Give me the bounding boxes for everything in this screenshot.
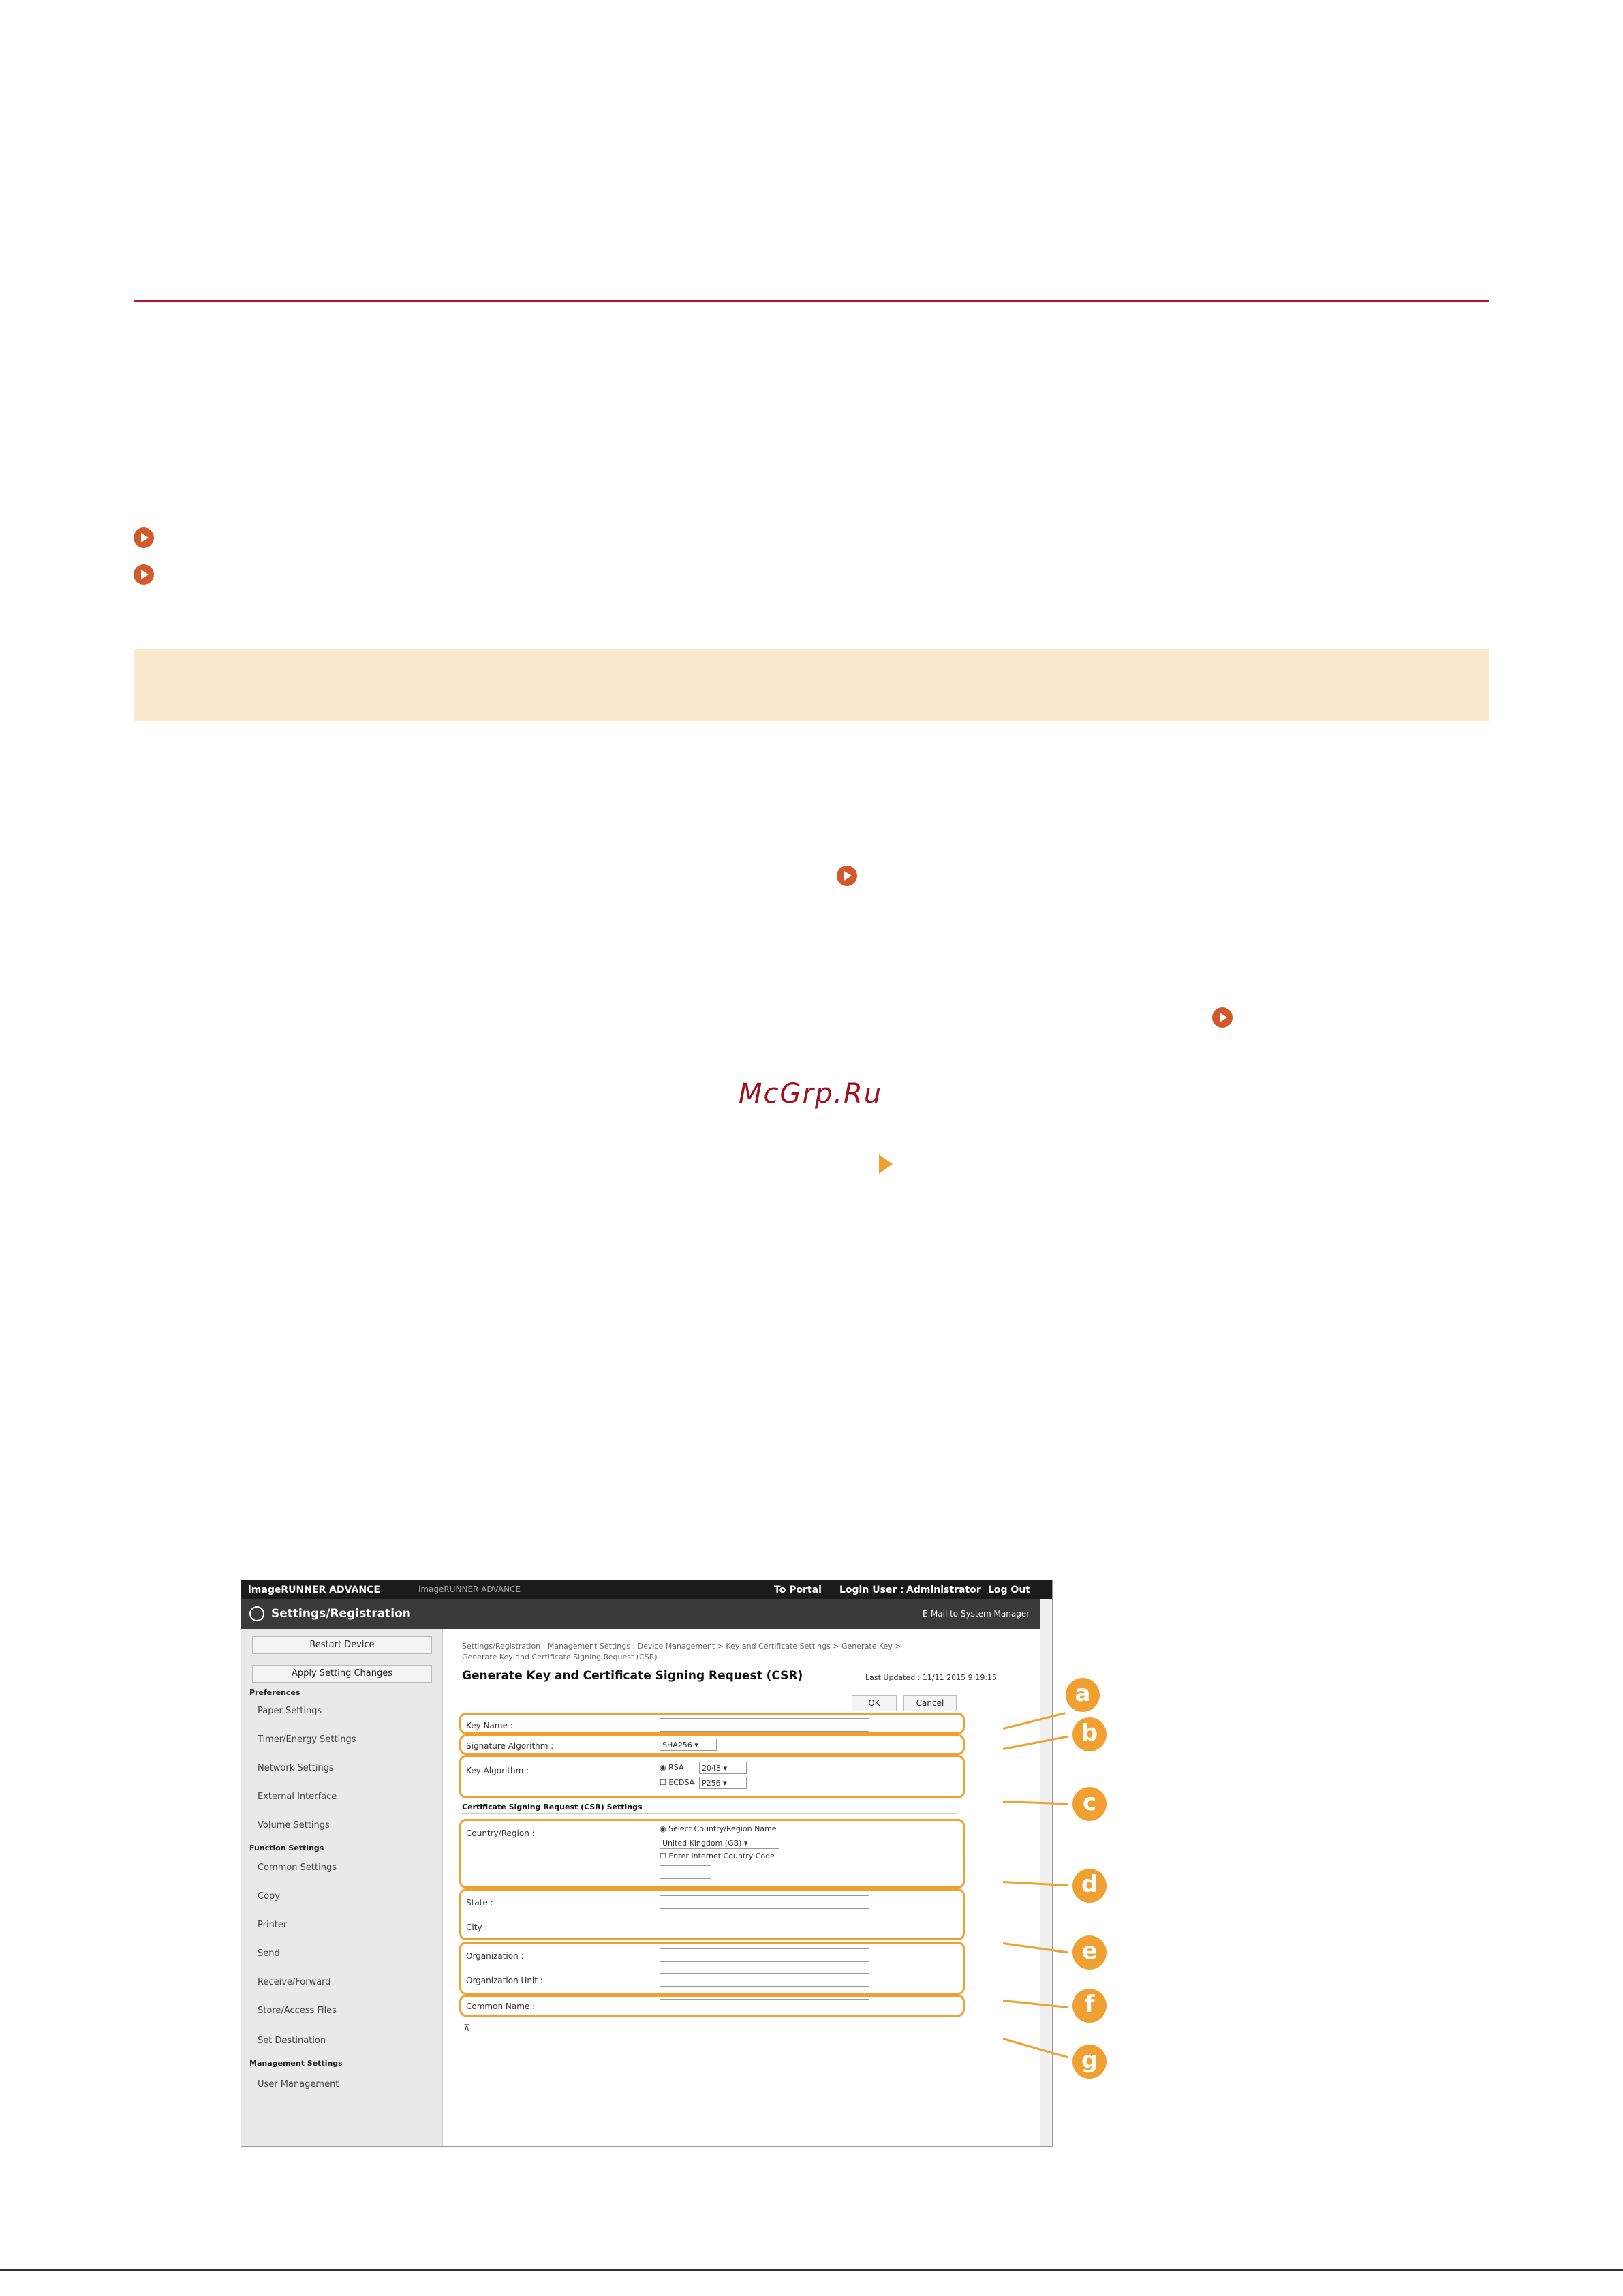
csr-divider bbox=[462, 1813, 957, 1814]
sidebar-item-common[interactable]: Common Settings bbox=[258, 1863, 337, 1873]
section-bar bbox=[241, 1599, 1052, 1629]
device-name: imageRUNNER ADVANCE bbox=[418, 1585, 521, 1594]
watermark: McGrp.Ru bbox=[739, 1078, 883, 1109]
ecdsa-radio[interactable]: ☐ ECDSA bbox=[660, 1778, 695, 1787]
restart-device-button[interactable]: Restart Device bbox=[252, 1636, 432, 1654]
sidebar-item-timer[interactable]: Timer/Energy Settings bbox=[258, 1734, 356, 1745]
section-title: Settings/Registration bbox=[271, 1607, 411, 1621]
callout-marker-c: c bbox=[1072, 1787, 1107, 1821]
rsa-length-value: 2048 bbox=[702, 1764, 721, 1773]
breadcrumb-line-2: Generate Key and Certificate Signing Request (CSR) bbox=[462, 1653, 658, 1662]
app-name: imageRUNNER ADVANCE bbox=[248, 1585, 380, 1595]
state-label: State : bbox=[466, 1898, 493, 1908]
log-out-link[interactable]: Log Out bbox=[988, 1585, 1030, 1595]
sidebar-item-paper[interactable]: Paper Settings bbox=[258, 1706, 322, 1716]
arrow-link-icon[interactable] bbox=[1212, 1007, 1233, 1028]
sidebar bbox=[241, 1629, 443, 2146]
arrow-link-icon[interactable] bbox=[837, 866, 857, 886]
arrow-link-icon[interactable] bbox=[134, 527, 154, 548]
ecdsa-curve-select[interactable]: P256 ▾ bbox=[699, 1777, 747, 1789]
login-user-label: Login User : bbox=[839, 1585, 904, 1595]
key-algorithm-label: Key Algorithm : bbox=[466, 1766, 529, 1775]
callout-box-f bbox=[459, 1942, 965, 1995]
footer-rule bbox=[0, 2269, 1623, 2271]
country-value: United Kingdom (GB) bbox=[662, 1839, 742, 1848]
callout-box-b bbox=[459, 1734, 965, 1755]
select-country-label: Select Country/Region Name bbox=[668, 1824, 777, 1833]
select-country-radio[interactable]: ◉ Select Country/Region Name bbox=[660, 1824, 777, 1833]
apply-settings-button[interactable]: Apply Setting Changes bbox=[252, 1665, 432, 1683]
last-updated: Last Updated : 11/11 2015 9:19:15 bbox=[865, 1673, 998, 1682]
preferences-heading: Preferences bbox=[249, 1688, 300, 1697]
sidebar-item-external[interactable]: External Interface bbox=[258, 1792, 337, 1802]
sidebar-item-receive[interactable]: Receive/Forward bbox=[258, 1977, 331, 1987]
sidebar-item-destination[interactable]: Set Destination bbox=[258, 2036, 326, 2046]
signature-algorithm-value: SHA256 bbox=[662, 1741, 692, 1749]
link-row-1[interactable] bbox=[134, 527, 154, 548]
organization-label: Organization : bbox=[466, 1951, 524, 1961]
ecdsa-label: ECDSA bbox=[668, 1778, 695, 1787]
callout-marker-g: g bbox=[1072, 2045, 1107, 2079]
organization-unit-label: Organization Unit : bbox=[466, 1976, 543, 1985]
heading-band bbox=[134, 649, 1489, 721]
sidebar-item-printer[interactable]: Printer bbox=[258, 1920, 288, 1930]
ok-button[interactable]: OK bbox=[852, 1695, 897, 1711]
country-label: Country/Region : bbox=[466, 1828, 535, 1838]
ui-screenshot bbox=[241, 1580, 1053, 2147]
top-bar bbox=[241, 1580, 1052, 1599]
login-user-name: Administrator bbox=[906, 1585, 981, 1595]
sidebar-item-send[interactable]: Send bbox=[258, 1948, 280, 1959]
cancel-button[interactable]: Cancel bbox=[903, 1695, 957, 1711]
vertical-scrollbar[interactable] bbox=[1040, 1599, 1053, 2146]
to-portal-link[interactable]: To Portal bbox=[774, 1585, 822, 1595]
country-select[interactable]: United Kingdom (GB) ▾ bbox=[660, 1837, 779, 1849]
common-name-label: Common Name : bbox=[466, 2002, 536, 2011]
scroll-top-icon[interactable]: ⊼ bbox=[463, 2023, 470, 2034]
callout-box-e bbox=[459, 1888, 965, 1940]
main-panel bbox=[443, 1629, 1040, 2146]
email-system-manager-link[interactable]: E-Mail to System Manager bbox=[923, 1609, 1030, 1619]
section-divider bbox=[134, 300, 1489, 302]
rsa-length-select[interactable]: 2048 ▾ bbox=[699, 1762, 747, 1774]
ecdsa-curve-value: P256 bbox=[702, 1779, 721, 1788]
callout-box-c bbox=[459, 1755, 965, 1798]
callout-marker-b: b bbox=[1072, 1717, 1107, 1751]
sidebar-item-store[interactable]: Store/Access Files bbox=[258, 2006, 337, 2016]
callout-box-g bbox=[459, 1995, 965, 2017]
callout-marker-d: d bbox=[1072, 1869, 1107, 1903]
key-name-label: Key Name : bbox=[466, 1721, 513, 1730]
sidebar-item-user-management[interactable]: User Management bbox=[258, 2079, 339, 2090]
callout-marker-e: e bbox=[1072, 1935, 1107, 1970]
callout-box-d bbox=[459, 1819, 965, 1888]
sidebar-item-copy[interactable]: Copy bbox=[258, 1891, 280, 1901]
callout-marker-f: f bbox=[1072, 1989, 1107, 2023]
csr-section-heading: Certificate Signing Request (CSR) Settings bbox=[462, 1803, 643, 1811]
callout-marker-a: a bbox=[1066, 1678, 1100, 1712]
signature-algorithm-select[interactable]: SHA256 ▾ bbox=[660, 1739, 717, 1751]
signature-algorithm-label: Signature Algorithm : bbox=[466, 1741, 554, 1751]
settings-gear-icon bbox=[249, 1606, 264, 1621]
breadcrumb: Settings/Registration : Management Settings : Device Management > Key and Certificate Settings > Generate Key > bbox=[462, 1642, 901, 1651]
enter-code-label: Enter Internet Country Code bbox=[668, 1852, 775, 1861]
sidebar-item-network[interactable]: Network Settings bbox=[258, 1763, 334, 1773]
sidebar-item-volume[interactable]: Volume Settings bbox=[258, 1820, 330, 1831]
callout-box-a bbox=[459, 1713, 965, 1734]
city-label: City : bbox=[466, 1923, 488, 1932]
enter-code-checkbox[interactable]: ☐ Enter Internet Country Code bbox=[660, 1852, 775, 1861]
rsa-radio[interactable]: ◉ RSA bbox=[660, 1763, 684, 1772]
page-title: Generate Key and Certificate Signing Request (CSR) bbox=[462, 1669, 803, 1683]
arrow-link-icon[interactable] bbox=[134, 564, 154, 585]
orange-triangle-icon bbox=[879, 1154, 893, 1174]
link-row-2[interactable] bbox=[134, 564, 154, 585]
function-settings-heading: Function Settings bbox=[249, 1843, 324, 1852]
management-settings-heading: Management Settings bbox=[249, 2059, 343, 2068]
rsa-label: RSA bbox=[668, 1763, 684, 1772]
